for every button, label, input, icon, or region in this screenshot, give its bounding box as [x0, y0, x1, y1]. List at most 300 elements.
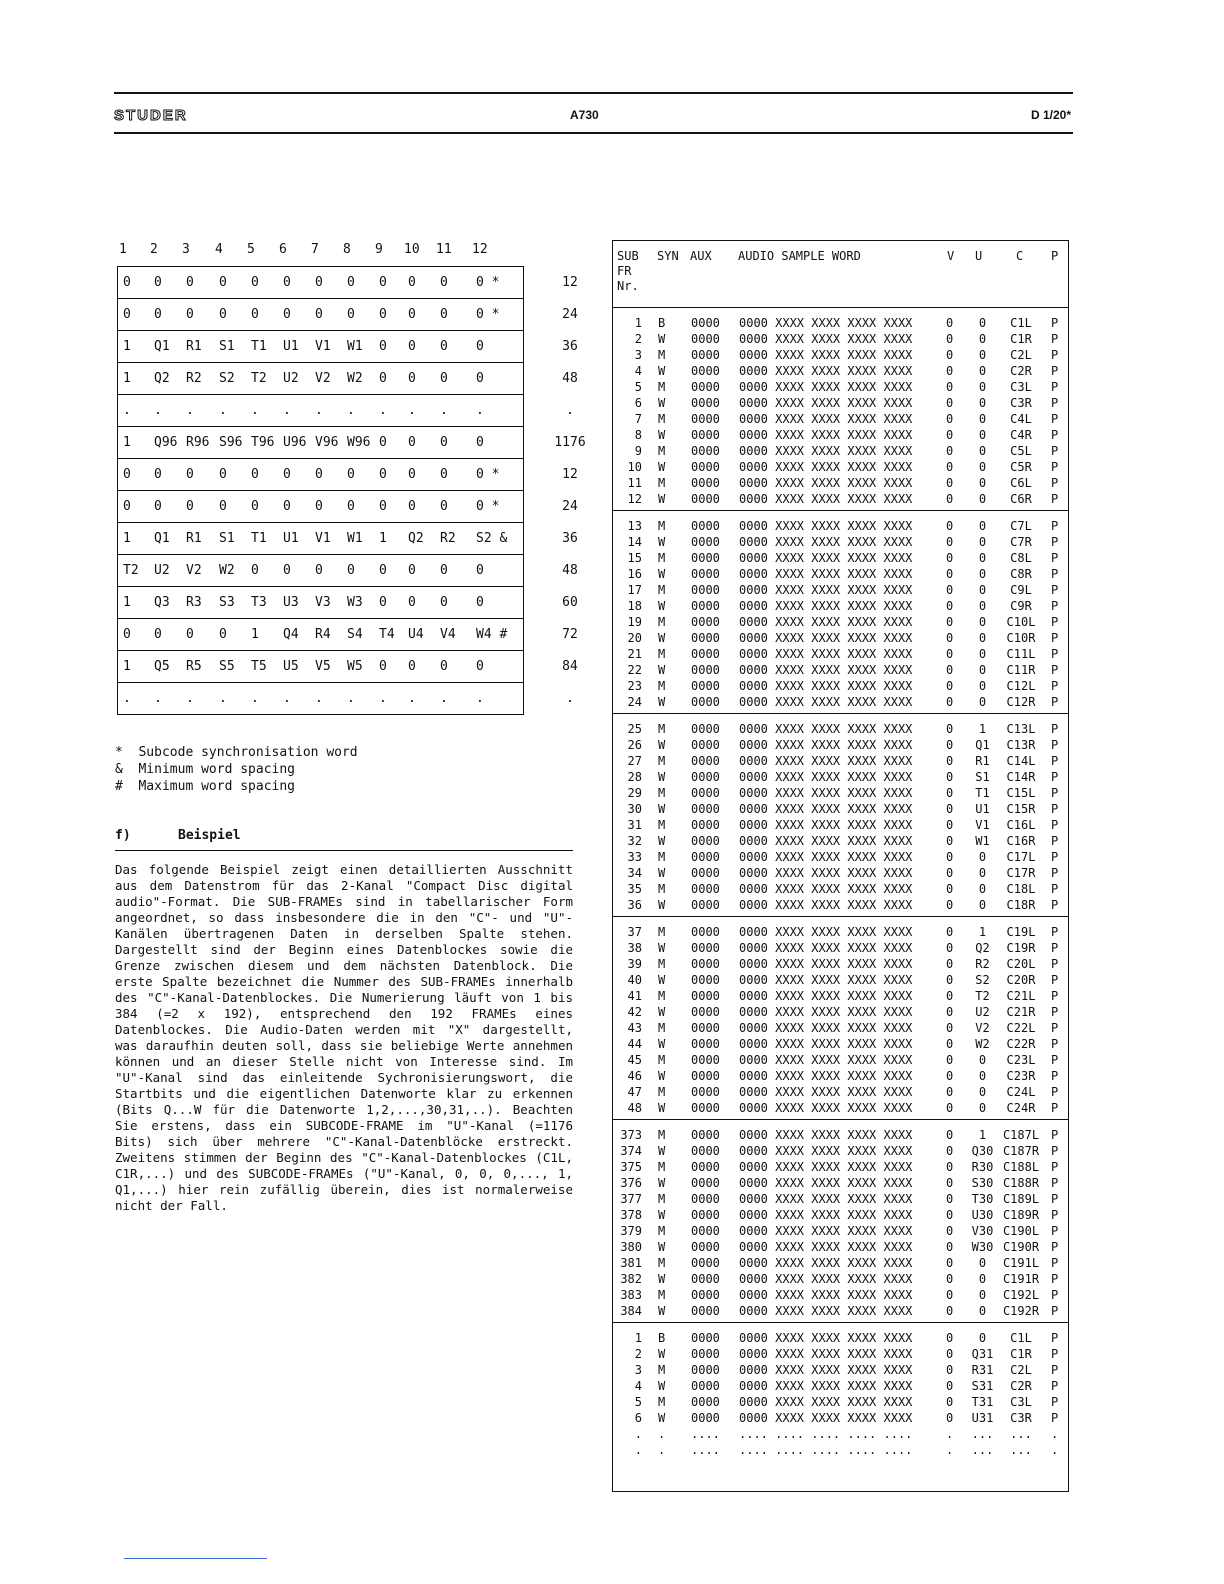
channel-status-bit: C2L	[1010, 1363, 1032, 1377]
validity-bit: 0	[946, 348, 954, 362]
subcode-cell: 0	[315, 275, 323, 290]
aux-bits: 0000	[691, 1304, 720, 1318]
subframe-row	[613, 582, 1068, 598]
aux-bits: 0000	[691, 364, 720, 378]
subcode-cell: W1	[347, 339, 363, 354]
subcode-cell: V2	[315, 371, 331, 386]
channel-status-bit: C1L	[1010, 1331, 1032, 1345]
subcode-cell: 0	[379, 563, 387, 578]
audio-sample-word: 0000 XXXX XXXX XXXX XXXX	[739, 1037, 913, 1051]
subframe-row	[613, 1223, 1068, 1239]
subframe-number: 28	[627, 770, 642, 784]
audio-sample-word: 0000 XXXX XXXX XXXX XXXX	[739, 1176, 913, 1190]
subcode-rows	[117, 266, 586, 715]
subframe-row	[613, 988, 1068, 1004]
subcode-cell: 0	[251, 499, 259, 514]
audio-sample-word: 0000 XXXX XXXX XXXX XXXX	[739, 476, 913, 490]
user-bit: 1	[978, 1128, 987, 1142]
subframe-row	[613, 817, 1068, 833]
aux-bits: 0000	[691, 1160, 720, 1174]
channel-status-bit: C20R	[1006, 973, 1036, 987]
validity-bit: 0	[946, 834, 954, 848]
subcode-cell: 1	[123, 371, 131, 386]
aux-bits: 0000	[691, 1395, 720, 1409]
subframe-row	[613, 1052, 1068, 1068]
aux-bits: 0000	[691, 1053, 720, 1067]
subcode-cell: 0	[251, 467, 259, 482]
bit-count: 60	[562, 595, 578, 610]
subframe-number: 1	[634, 316, 642, 330]
validity-bit: 0	[946, 1363, 954, 1377]
subcode-cell: 0	[440, 659, 448, 674]
audio-sample-word: 0000 XXXX XXXX XXXX XXXX	[739, 1288, 913, 1302]
subcode-cell: 0	[408, 435, 416, 450]
subframe-row	[613, 1036, 1068, 1052]
aux-bits: ....	[691, 1427, 720, 1441]
parity-bit: P	[1051, 492, 1059, 506]
audio-sample-word: 0000 XXXX XXXX XXXX XXXX	[739, 1021, 913, 1035]
parity-bit: P	[1051, 1192, 1059, 1206]
parity-bit: P	[1051, 332, 1059, 346]
user-bit: R2	[975, 957, 990, 971]
validity-bit: 0	[946, 866, 954, 880]
bit-count: 84	[562, 659, 578, 674]
subcode-cell: 0	[379, 275, 387, 290]
subcode-cell: S5	[219, 659, 235, 674]
aux-bits: 0000	[691, 989, 720, 1003]
validity-bit: 0	[946, 925, 954, 939]
user-bit: 0	[978, 519, 987, 533]
channel-status-bit: C18L	[1006, 882, 1036, 896]
parity-bit: .	[1051, 1443, 1059, 1457]
subcode-cell: V1	[315, 531, 331, 546]
subcode-cell: Q1	[154, 531, 170, 546]
validity-bit: 0	[946, 396, 954, 410]
col-p: P	[1051, 249, 1059, 263]
subcode-row	[118, 363, 578, 395]
validity-bit: 0	[946, 1256, 954, 1270]
channel-status-bit: C191R	[1002, 1272, 1040, 1286]
audio-sample-word: 0000 XXXX XXXX XXXX XXXX	[739, 396, 913, 410]
parity-bit: P	[1051, 1069, 1059, 1083]
user-bit: 0	[978, 492, 987, 506]
subframe-row	[613, 1004, 1068, 1020]
user-bit: 0	[978, 599, 987, 613]
user-bit: V2	[975, 1021, 990, 1035]
channel-status-bit: C191L	[1002, 1256, 1040, 1270]
user-bit: 0	[978, 316, 987, 330]
sync-type: W	[658, 770, 666, 784]
channel-status-bit: C189L	[1002, 1192, 1040, 1206]
sync-type: M	[658, 583, 666, 597]
subframe-row	[613, 331, 1068, 347]
channel-status-bit: C5R	[1010, 460, 1032, 474]
subcode-row	[118, 299, 578, 331]
channel-status-bit: C2L	[1010, 348, 1032, 362]
subframe-row	[613, 1271, 1068, 1287]
sync-type: M	[658, 754, 666, 768]
audio-sample-word: 0000 XXXX XXXX XXXX XXXX	[739, 1144, 913, 1158]
col-u: U	[975, 249, 983, 263]
channel-status-bit: C8L	[1010, 551, 1032, 565]
audio-sample-word: 0000 XXXX XXXX XXXX XXXX	[739, 1363, 913, 1377]
subcode-cell: 0	[408, 275, 416, 290]
subcode-cell: 0	[186, 467, 194, 482]
parity-bit: P	[1051, 1208, 1059, 1222]
subcode-cell: .	[186, 691, 194, 706]
subcode-cell: Q96	[154, 435, 178, 450]
subframe-number: 373	[620, 1128, 642, 1142]
subframe-row	[613, 678, 1068, 694]
subframe-number: 381	[620, 1256, 642, 1270]
section-label: f)	[115, 828, 131, 843]
bit-count: 24	[562, 307, 578, 322]
audio-sample-word: 0000 XXXX XXXX XXXX XXXX	[739, 663, 913, 677]
channel-status-bit: C16L	[1006, 818, 1036, 832]
subcode-cell: 0	[440, 307, 448, 322]
sync-type: W	[658, 492, 666, 506]
channel-status-bit: C187L	[1002, 1128, 1040, 1142]
footer-rule	[124, 1558, 267, 1559]
channel-status-bit: C9R	[1010, 599, 1032, 613]
sync-type: M	[658, 925, 666, 939]
aux-bits: 0000	[691, 722, 720, 736]
channel-status-bit: C17R	[1006, 866, 1036, 880]
sync-type: W	[658, 1176, 666, 1190]
validity-bit: .	[946, 1443, 954, 1457]
subcode-cell: R1	[186, 339, 202, 354]
validity-bit: 0	[946, 1128, 954, 1142]
validity-bit: 0	[946, 722, 954, 736]
subcode-cell: U2	[283, 371, 299, 386]
subframe-row	[613, 865, 1068, 881]
subframe-number: 26	[627, 738, 642, 752]
aux-bits: 0000	[691, 1144, 720, 1158]
aux-bits: 0000	[691, 567, 720, 581]
subcode-row	[118, 395, 574, 427]
audio-sample-word: 0000 XXXX XXXX XXXX XXXX	[739, 631, 913, 645]
aux-bits: ....	[691, 1443, 720, 1457]
aux-bits: 0000	[691, 1256, 720, 1270]
audio-sample-word: 0000 XXXX XXXX XXXX XXXX	[739, 1379, 913, 1393]
aux-bits: 0000	[691, 551, 720, 565]
subcode-cell: Q2	[154, 371, 170, 386]
subcode-cell: 0	[123, 499, 131, 514]
subframe-number: .	[634, 1443, 642, 1457]
user-bit: S2	[975, 973, 990, 987]
user-bit: W1	[975, 834, 990, 848]
subcode-cell: .	[186, 403, 194, 418]
subframe-number: 19	[627, 615, 642, 629]
validity-bit: 0	[946, 460, 954, 474]
subcode-cell: 0	[154, 275, 162, 290]
sync-type: M	[658, 1053, 666, 1067]
parity-bit: P	[1051, 941, 1059, 955]
parity-bit: P	[1051, 802, 1059, 816]
validity-bit: 0	[946, 1021, 954, 1035]
user-bit: 0	[978, 1085, 987, 1099]
audio-sample-word: 0000 XXXX XXXX XXXX XXXX	[739, 519, 913, 533]
validity-bit: 0	[946, 818, 954, 832]
subcode-row	[118, 587, 578, 619]
subcode-cell: 0	[219, 307, 227, 322]
subcode-row	[118, 619, 578, 651]
sync-type: W	[658, 866, 666, 880]
parity-bit: P	[1051, 786, 1059, 800]
user-bit: Q2	[975, 941, 990, 955]
channel-status-bit: C13R	[1006, 738, 1036, 752]
subcode-cell: 0	[219, 627, 227, 642]
subcode-cell: 0	[347, 563, 355, 578]
channel-status-bit: C5L	[1010, 444, 1032, 458]
subframe-row	[613, 598, 1068, 614]
aux-bits: 0000	[691, 1085, 720, 1099]
parity-bit: P	[1051, 1288, 1059, 1302]
subframe-number: 22	[627, 663, 642, 677]
sync-type: B	[658, 316, 666, 330]
section-heading	[115, 828, 573, 851]
channel-status-bit: C23R	[1006, 1069, 1036, 1083]
subframe-number: 4	[634, 364, 642, 378]
subframe-number: 5	[634, 1395, 642, 1409]
validity-bit: 0	[946, 898, 954, 912]
subcode-cell: .	[379, 691, 387, 706]
subcode-cell: S1	[219, 531, 235, 546]
parity-bit: P	[1051, 444, 1059, 458]
subcode-cell: 0	[347, 275, 355, 290]
validity-bit: 0	[946, 1176, 954, 1190]
subcode-cell: 0	[408, 371, 416, 386]
bit-count: .	[566, 403, 574, 418]
parity-bit: P	[1051, 1101, 1059, 1115]
subcode-cell: 0	[154, 307, 162, 322]
channel-status-bit: C3L	[1010, 1395, 1032, 1409]
user-bit: Q30	[971, 1144, 994, 1158]
validity-bit: 0	[946, 647, 954, 661]
subframe-number: 384	[620, 1304, 642, 1318]
audio-sample-word: 0000 XXXX XXXX XXXX XXXX	[739, 1331, 913, 1345]
subframe-row	[613, 940, 1068, 956]
subcode-row	[118, 523, 578, 555]
subframe-group	[613, 1323, 1068, 1461]
subcode-cell: 0	[123, 275, 131, 290]
channel-status-bit: C188L	[1002, 1160, 1040, 1174]
user-bit: 0	[978, 535, 987, 549]
subcode-cell: T4	[379, 627, 395, 642]
user-bit: R1	[975, 754, 990, 768]
column-number: 12	[472, 242, 488, 257]
channel-status-bit: C9L	[1010, 583, 1032, 597]
subframe-row	[613, 1378, 1068, 1394]
col-syn: SYN	[657, 249, 679, 263]
parity-bit: P	[1051, 364, 1059, 378]
sync-type: M	[658, 1128, 666, 1142]
sync-type: .	[658, 1443, 666, 1457]
user-bit: W2	[975, 1037, 990, 1051]
sync-type: W	[658, 599, 666, 613]
column-number: 9	[375, 242, 383, 257]
sync-type: W	[658, 460, 666, 474]
subcode-cell: W3	[347, 595, 363, 610]
audio-sample-word: 0000 XXXX XXXX XXXX XXXX	[739, 460, 913, 474]
aux-bits: 0000	[691, 519, 720, 533]
audio-sample-word: 0000 XXXX XXXX XXXX XXXX	[739, 1160, 913, 1174]
aux-bits: 0000	[691, 754, 720, 768]
subframe-row	[613, 1287, 1068, 1303]
user-bit: 0	[978, 866, 987, 880]
audio-sample-word: 0000 XXXX XXXX XXXX XXXX	[739, 1208, 913, 1222]
user-bit: 0	[978, 695, 987, 709]
validity-bit: 0	[946, 1411, 954, 1425]
sync-type: M	[658, 1192, 666, 1206]
channel-status-bit: C24R	[1006, 1101, 1036, 1115]
user-bit: 0	[978, 583, 987, 597]
channel-status-bit: C192R	[1002, 1304, 1040, 1318]
subframe-number: 4	[634, 1379, 642, 1393]
validity-bit: 0	[946, 1192, 954, 1206]
validity-bit: 0	[946, 1304, 954, 1318]
channel-status-bit: C22L	[1006, 1021, 1036, 1035]
subcode-cell: 0	[283, 563, 291, 578]
sync-type: W	[658, 1347, 666, 1361]
subframe-number: 33	[627, 850, 642, 864]
subframe-row	[613, 443, 1068, 459]
parity-bit: P	[1051, 647, 1059, 661]
parity-bit: P	[1051, 1304, 1059, 1318]
subframe-number: 31	[627, 818, 642, 832]
subcode-cell: .	[219, 691, 227, 706]
subcode-cell: W1	[347, 531, 363, 546]
parity-bit: P	[1051, 1379, 1059, 1393]
subframe-number: 6	[634, 1411, 642, 1425]
subframe-number: 6	[634, 396, 642, 410]
example-paragraph: Das folgende Beispiel zeigt einen detaillierten Ausschnitt aus dem Datenstrom für das 2-Kanal "Compact Disc digital audio"-Format. Die SUB-FRAMEs sind in tabellarischer Form angeordnet, so dass insbesondere die in den "C"- und "U"-Kanälen übertragenen Daten in derselben Spalte stehen. Dargestellt sind der Beginn eines Datenblockes sowie die Grenze zwischen diesem und dem nächsten Datenblock. Die erste Spalte bezeichnet die Nummer des SUB-FRAMEs innerhalb des "C"-Kanal-Datenblockes. Die Numerierung läuft von 1 bis 384 (=2 x 192), entsprechend den 192 FRAMEs eines Datenblockes. Die Audio-Daten werden mit "X" dargestellt, was daraufhin deuten soll, dass sie beliebige Werte annehmen können und an dieser Stelle nicht von Interesse sind. Im "U"-Kanal sind das einleitende Sychronisierungswort, die Startbits und die eigentlichen Datenworte klar zu erkennen (Bits Q...W für die Datenworte 1,2,...,30,31,..). Beachten Sie erstens, dass ein SUBCODE-FRAME im "U"-Kanal (=1176 Bits) sich über mehrere "C"-Kanal-Datenblöcke erstreckt. Zweitens stimmen der Beginn des "C"-Kanal-Datenblockes (C1L, C1R,...) und des SUBCODE-FRAMEs ("U"-Kanal, 0, 0, 0,..., 1, Q1,...) hier rein zufällig überein, dies ist normalerweise nicht der Fall.	[115, 862, 573, 1213]
subcode-cell: U4	[408, 627, 424, 642]
validity-bit: 0	[946, 519, 954, 533]
subframe-row	[613, 849, 1068, 865]
subframe-row	[613, 956, 1068, 972]
subcode-cell: 1	[123, 595, 131, 610]
subframe-number: 15	[627, 551, 642, 565]
validity-bit: 0	[946, 754, 954, 768]
audio-sample-word: 0000 XXXX XXXX XXXX XXXX	[739, 850, 913, 864]
aux-bits: 0000	[691, 1005, 720, 1019]
user-bit: 0	[978, 898, 987, 912]
subcode-cell: 0	[440, 371, 448, 386]
subcode-cell: R2	[440, 531, 456, 546]
bit-count: 72	[562, 627, 578, 642]
aux-bits: 0000	[691, 476, 720, 490]
user-bit: 0	[978, 332, 987, 346]
column-number: 11	[436, 242, 452, 257]
aux-bits: 0000	[691, 348, 720, 362]
audio-sample-word: 0000 XXXX XXXX XXXX XXXX	[739, 348, 913, 362]
subframe-number: 25	[627, 722, 642, 736]
subframe-number: 35	[627, 882, 642, 896]
parity-bit: P	[1051, 1363, 1059, 1377]
audio-sample-word: 0000 XXXX XXXX XXXX XXXX	[739, 770, 913, 784]
user-bit: 1	[978, 722, 987, 736]
subcode-cell: 0	[440, 339, 448, 354]
sync-type: W	[658, 1144, 666, 1158]
subcode-cell: 0	[219, 275, 227, 290]
aux-bits: 0000	[691, 615, 720, 629]
subcode-cell: T3	[251, 595, 267, 610]
note-sync: * Subcode synchronisation word	[115, 745, 358, 760]
subframe-number: 10	[627, 460, 642, 474]
sync-type: W	[658, 1208, 666, 1222]
subframe-row	[613, 427, 1068, 443]
subcode-cell: .	[154, 403, 162, 418]
sync-type: M	[658, 786, 666, 800]
channel-status-bit: C20L	[1006, 957, 1036, 971]
note-max-spacing: # Maximum word spacing	[115, 779, 296, 794]
subframe-row	[613, 1410, 1068, 1426]
subframe-row	[613, 491, 1068, 507]
user-bit: 0	[978, 428, 987, 442]
parity-bit: P	[1051, 695, 1059, 709]
validity-bit: 0	[946, 738, 954, 752]
subcode-cell: U2	[154, 563, 170, 578]
subcode-cell: S4	[347, 627, 363, 642]
column-number: 3	[182, 242, 190, 257]
subcode-cell: 0	[283, 275, 291, 290]
note-min-spacing: & Minimum word spacing	[115, 762, 296, 777]
sync-type: W	[658, 567, 666, 581]
subcode-cell: 0	[379, 435, 387, 450]
parity-bit: P	[1051, 583, 1059, 597]
subcode-cell: R4	[315, 627, 331, 642]
sync-type: M	[658, 1363, 666, 1377]
subcode-cell: 0	[440, 435, 448, 450]
subcode-cell: .	[123, 691, 131, 706]
aux-bits: 0000	[691, 957, 720, 971]
subframe-row	[613, 1159, 1068, 1175]
aux-bits: 0000	[691, 834, 720, 848]
channel-status-bit: C189R	[1002, 1208, 1040, 1222]
audio-sample-word: 0000 XXXX XXXX XXXX XXXX	[739, 1101, 913, 1115]
subframe-number: 8	[634, 428, 642, 442]
sync-type: M	[658, 882, 666, 896]
subcode-cell: 0	[219, 499, 227, 514]
subframe-row	[613, 924, 1068, 940]
channel-status-bit: C19L	[1006, 925, 1036, 939]
subframe-table-body	[613, 308, 1068, 1461]
user-bit: 0	[978, 1069, 987, 1083]
channel-status-bit: C8R	[1010, 567, 1032, 581]
subcode-cell: 0	[186, 627, 194, 642]
subcode-cell: T96	[251, 435, 275, 450]
channel-status-bit: C1L	[1010, 316, 1032, 330]
channel-status-bit: C22R	[1006, 1037, 1036, 1051]
aux-bits: 0000	[691, 1240, 720, 1254]
channel-status-bit: C19R	[1006, 941, 1036, 955]
subcode-cell: 0	[154, 499, 162, 514]
subcode-cell: S3	[219, 595, 235, 610]
parity-bit: P	[1051, 476, 1059, 490]
subcode-cell: S1	[219, 339, 235, 354]
parity-bit: P	[1051, 1037, 1059, 1051]
subframe-number: 374	[620, 1144, 642, 1158]
subcode-cell: 0	[408, 467, 416, 482]
subcode-row	[118, 683, 574, 714]
subframe-number: 21	[627, 647, 642, 661]
channel-status-bit: ...	[1010, 1443, 1032, 1457]
subframe-row	[613, 518, 1068, 534]
parity-bit: P	[1051, 1331, 1059, 1345]
subcode-cell: 0	[315, 563, 323, 578]
subcode-cell: .	[408, 691, 416, 706]
